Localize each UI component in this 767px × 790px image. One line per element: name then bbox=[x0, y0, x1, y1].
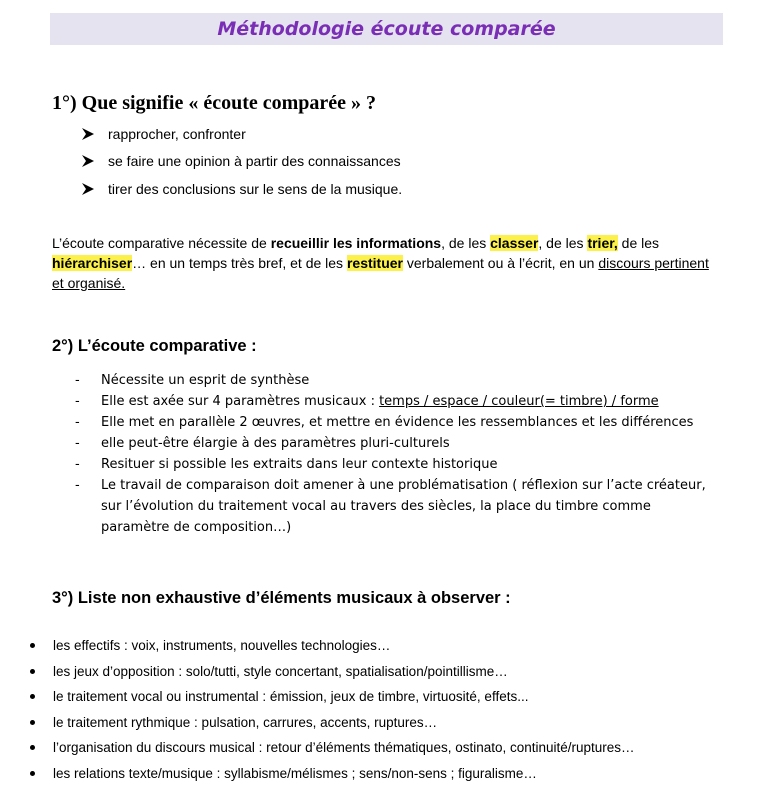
bullet-item-text: les relations texte/musique : syllabisme/mélismes ; sens/non-sens ; figuralisme… bbox=[53, 765, 537, 781]
bullet-list-item bbox=[28, 633, 728, 659]
arrowhead-bullet-icon bbox=[82, 128, 94, 140]
dash-item-text: Resituer si possible les extraits dans leur contexte historique bbox=[101, 457, 498, 472]
bullet-list-item bbox=[28, 735, 728, 761]
dash-bullet: - bbox=[75, 394, 80, 409]
highlighted-word: classer bbox=[490, 235, 539, 251]
page-title: Méthodologie écoute comparée bbox=[217, 18, 556, 40]
arrowhead-bullet-icon bbox=[82, 183, 94, 195]
disc-bullet-icon bbox=[30, 669, 35, 674]
disc-bullet-icon bbox=[30, 643, 35, 648]
section3-heading: 3°) Liste non exhaustive d’éléments musicaux à observer : bbox=[52, 589, 511, 607]
highlighted-word: hiérarchiser bbox=[52, 255, 133, 271]
dash-item-text: Elle est axée sur 4 paramètres musicaux : bbox=[101, 394, 380, 409]
dash-bullet: - bbox=[75, 457, 80, 472]
underlined-text: temps / espace / couleur(= timbre) / forme bbox=[379, 394, 659, 409]
dash-item-text: Le travail de comparaison doit amener à une problématisation ( réflexion sur l’acte créateur, sur l’évolution du traitement vocal au travers des siècles, la place du timbre comme paramètre de composition…) bbox=[101, 478, 706, 535]
paragraph-text: verbalement ou à l’écrit, en un bbox=[402, 255, 599, 271]
dash-list bbox=[75, 370, 715, 538]
dash-bullet: - bbox=[75, 436, 80, 451]
bullet-list-item bbox=[28, 710, 728, 736]
paragraph-text: , de les bbox=[538, 235, 588, 251]
bullet-list-item bbox=[28, 684, 728, 710]
dash-item-text: elle peut-être élargie à des paramètres pluri-culturels bbox=[101, 436, 450, 451]
disc-bullet-icon bbox=[30, 694, 35, 699]
disc-bullet-icon bbox=[30, 771, 35, 776]
dash-list-item bbox=[75, 370, 715, 391]
paragraph-text: , de les bbox=[441, 235, 491, 251]
bullet-list-item bbox=[28, 659, 728, 685]
bullet-list bbox=[28, 633, 728, 786]
bullet-item-text: le traitement rythmique : pulsation, carrures, accents, ruptures… bbox=[53, 714, 438, 730]
paragraph-text: … en un temps très bref, et de les bbox=[132, 255, 347, 271]
dash-list-item bbox=[75, 454, 715, 475]
dash-bullet: - bbox=[75, 478, 80, 493]
arrow-list-item bbox=[82, 153, 401, 169]
arrow-item-text: tirer des conclusions sur le sens de la musique. bbox=[108, 181, 403, 197]
arrowhead-bullet-icon bbox=[82, 155, 94, 167]
bullet-item-text: les jeux d’opposition : solo/tutti, style concertant, spatialisation/pointillisme… bbox=[53, 663, 508, 679]
highlighted-word: restituer bbox=[346, 255, 403, 271]
arrow-item-text: se faire une opinion à partir des connaissances bbox=[108, 153, 401, 169]
bullet-item-text: l’organisation du discours musical : retour d’éléments thématiques, ostinato, continuité/ruptures… bbox=[53, 740, 635, 756]
bold-text: recueillir les informations bbox=[270, 235, 442, 251]
dash-bullet: - bbox=[75, 415, 80, 430]
intro-paragraph bbox=[52, 233, 712, 293]
disc-bullet-icon bbox=[30, 745, 35, 750]
dash-list-item bbox=[75, 475, 715, 538]
bullet-item-text: les effectifs : voix, instruments, nouvelles technologies… bbox=[53, 638, 391, 654]
dash-list-item bbox=[75, 391, 715, 412]
highlighted-word: trier, bbox=[587, 235, 618, 251]
arrow-item-text: rapprocher, confronter bbox=[108, 126, 246, 142]
title-banner bbox=[50, 13, 723, 45]
bullet-list-item bbox=[28, 761, 728, 787]
dash-item-text: Elle met en parallèle 2 œuvres, et mettre en évidence les ressemblances et les différences bbox=[101, 415, 694, 430]
section2-heading: 2°) L’écoute comparative : bbox=[52, 337, 257, 355]
dash-list-item bbox=[75, 433, 715, 454]
underlined-text: discours pertinent et organisé. bbox=[52, 255, 709, 291]
arrow-list-item bbox=[82, 126, 246, 142]
section1-heading: 1°) Que signifie « écoute comparée » ? bbox=[52, 92, 377, 114]
paragraph-text: de les bbox=[617, 235, 660, 251]
dash-bullet: - bbox=[75, 373, 80, 388]
paragraph-text: L’écoute comparative nécessite de bbox=[52, 235, 271, 251]
arrow-list-item bbox=[82, 181, 402, 197]
dash-item-text: Nécessite un esprit de synthèse bbox=[101, 373, 310, 388]
dash-list-item bbox=[75, 412, 715, 433]
bullet-item-text: le traitement vocal ou instrumental : émission, jeux de timbre, virtuosité, effets... bbox=[53, 689, 529, 705]
disc-bullet-icon bbox=[30, 720, 35, 725]
